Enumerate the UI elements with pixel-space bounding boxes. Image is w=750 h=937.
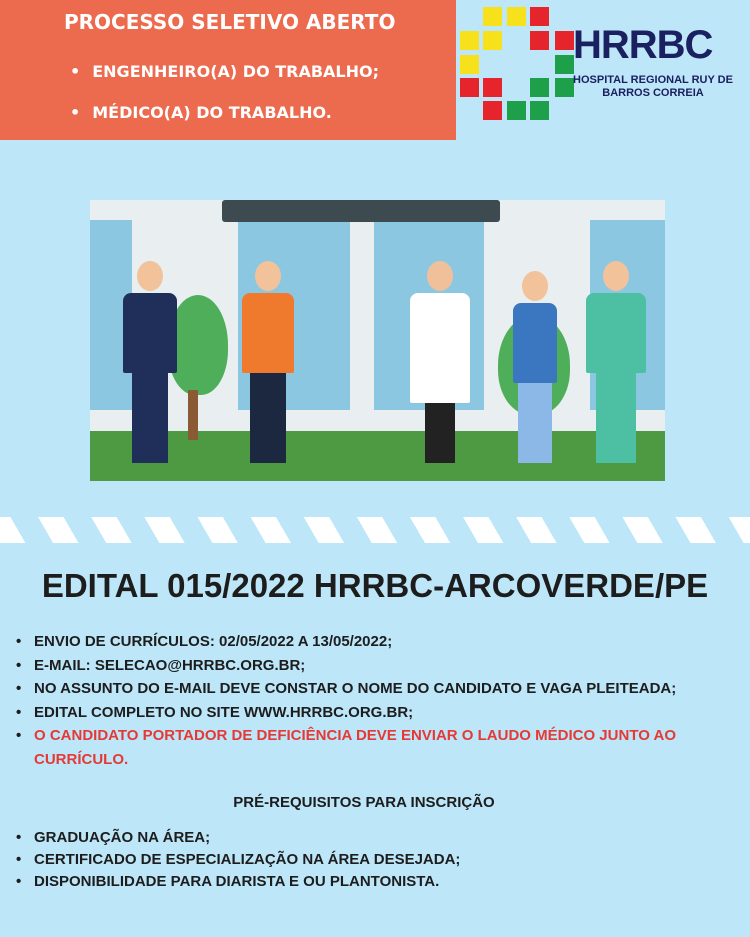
logo-square	[460, 78, 479, 97]
hospital-logo	[455, 0, 750, 130]
info-item: • EDITAL COMPLETO NO SITE WWW.HRRBC.ORG.BR;	[14, 701, 744, 725]
requirement-item: • DISPONIBILIDADE PARA DIARISTA E OU PLANTONISTA.	[14, 871, 744, 893]
logo-square	[460, 55, 479, 74]
logo-square	[555, 55, 574, 74]
positions-list	[70, 62, 379, 144]
workers-illustration	[90, 200, 665, 481]
logo-full-name: HOSPITAL REGIONAL RUY DE BARROS CORREIA	[573, 74, 733, 99]
medic-figure	[584, 261, 648, 463]
requirement-item: • CERTIFICADO DE ESPECIALIZAÇÃO NA ÁREA DESEJADA;	[14, 849, 744, 871]
requirement-item: • GRADUAÇÃO NA ÁREA;	[14, 827, 744, 849]
info-item-highlight: • O CANDIDATO PORTADOR DE DEFICIÊNCIA DEVE ENVIAR O LAUDO MÉDICO JUNTO AO CURRÍCULO.	[14, 724, 744, 771]
logo-square	[555, 31, 574, 50]
position-item: • MÉDICO(A) DO TRABALHO.	[70, 103, 379, 122]
info-item: • ENVIO DE CURRÍCULOS: 02/05/2022 A 13/05/2022;	[14, 630, 744, 654]
logo-square	[483, 101, 502, 120]
edital-info-list	[14, 630, 744, 771]
nurse-figure	[510, 271, 560, 463]
info-item: • NO ASSUNTO DO E-MAIL DEVE CONSTAR O NOME DO CANDIDATO E VAGA PLEITEADA;	[14, 677, 744, 701]
header-title: PROCESSO SELETIVO ABERTO	[64, 10, 396, 34]
info-item: • E-MAIL: SELECAO@HRRBC.ORG.BR;	[14, 654, 744, 678]
logo-square	[530, 31, 549, 50]
requirements-title: PRÉ-REQUISITOS PARA INSCRIÇÃO	[233, 794, 495, 811]
logo-square	[530, 101, 549, 120]
logo-square	[530, 78, 549, 97]
logo-square	[460, 31, 479, 50]
edital-title: EDITAL 015/2022 HRRBC-ARCOVERDE/PE	[41, 567, 709, 604]
logo-abbr: HRRBC	[573, 23, 713, 67]
logo-square	[483, 7, 502, 26]
info-section	[14, 630, 744, 893]
logo-square	[483, 78, 502, 97]
doctor-figure	[408, 261, 472, 463]
engineer-figure	[240, 261, 296, 463]
logo-square	[483, 31, 502, 50]
logo-square	[555, 78, 574, 97]
logo-square	[507, 101, 526, 120]
engineer-figure	[122, 261, 178, 463]
position-item: • ENGENHEIRO(A) DO TRABALHO;	[70, 62, 379, 81]
logo-square	[530, 7, 549, 26]
logo-square	[507, 7, 526, 26]
stripe-divider	[0, 517, 750, 543]
header-banner	[0, 0, 456, 140]
requirements-list	[14, 827, 744, 893]
